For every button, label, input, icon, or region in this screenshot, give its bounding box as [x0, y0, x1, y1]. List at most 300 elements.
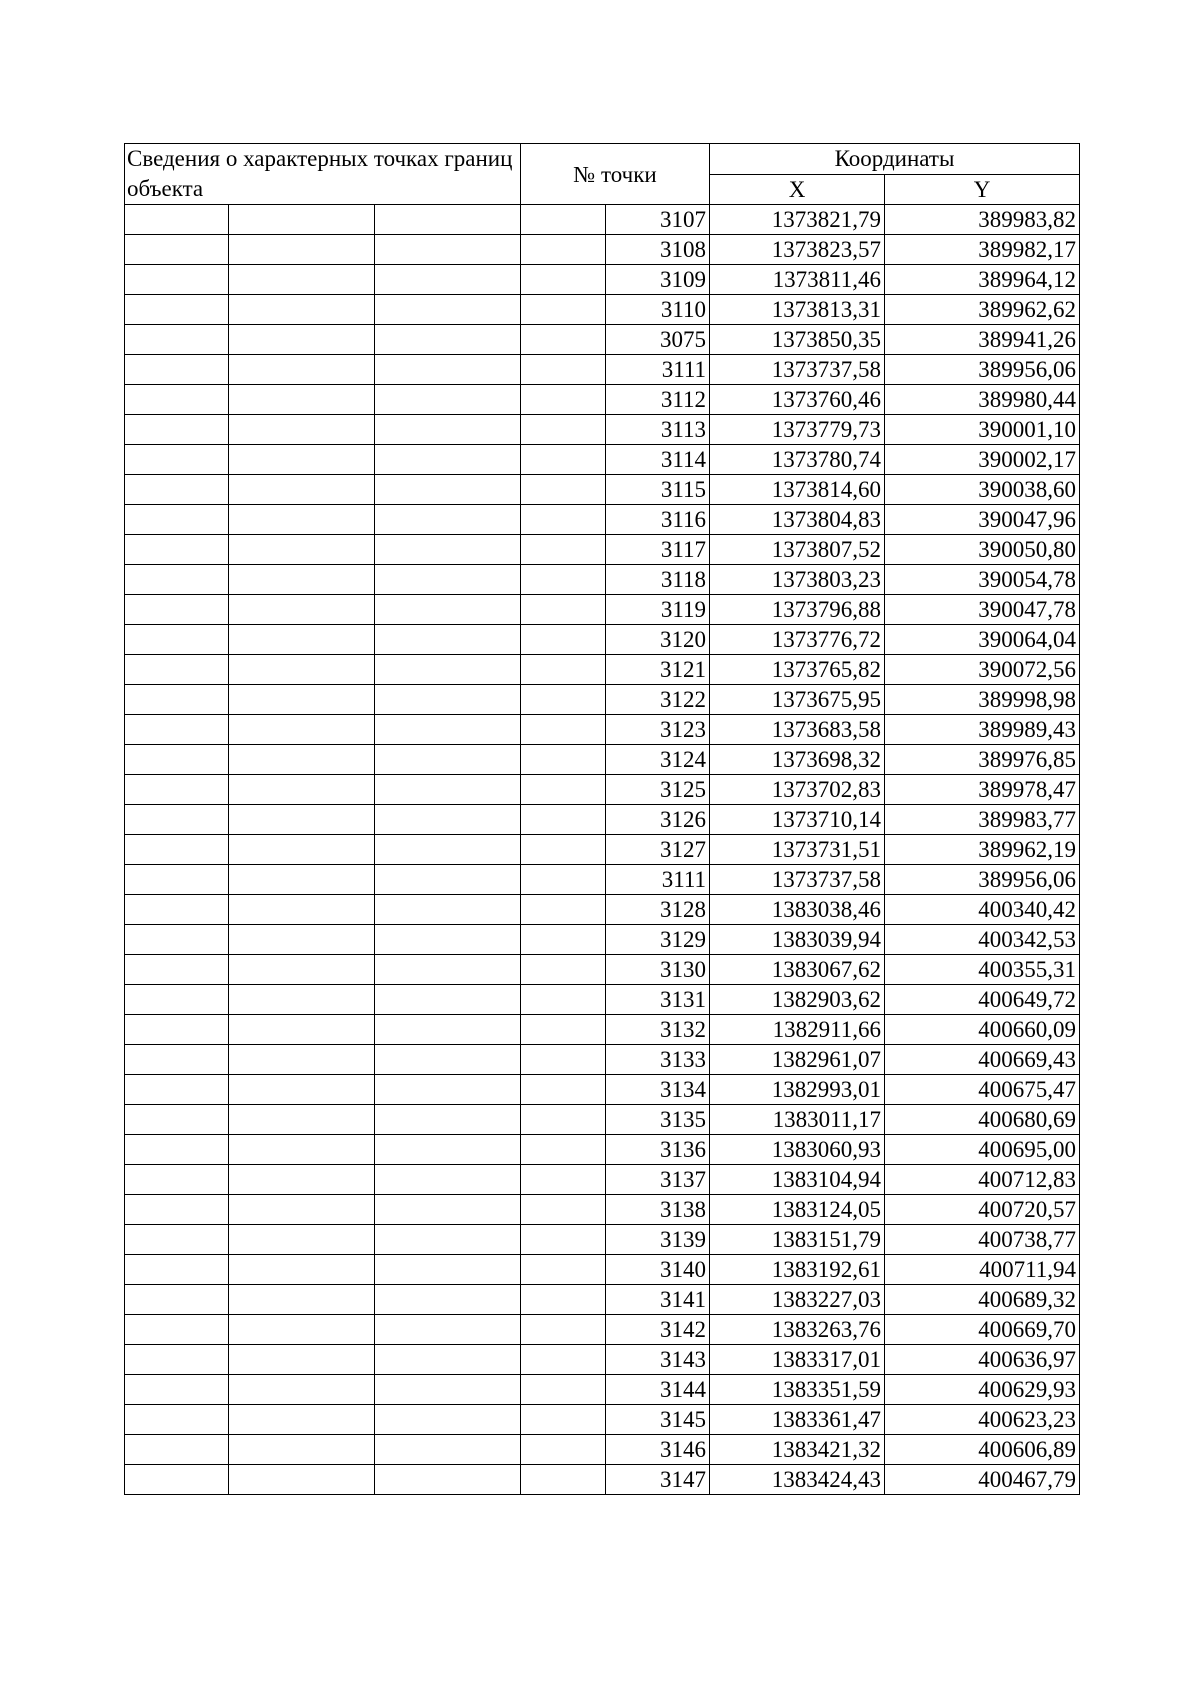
empty-cell [125, 565, 229, 595]
empty-cell [521, 685, 606, 715]
table-row [125, 1405, 1080, 1435]
empty-cell [229, 385, 375, 415]
empty-cell [229, 1345, 375, 1375]
empty-cell [521, 1315, 606, 1345]
empty-cell [521, 1015, 606, 1045]
empty-cell [125, 805, 229, 835]
empty-cell [229, 775, 375, 805]
y-coordinate-cell: 400636,97 [885, 1345, 1080, 1375]
point-number-cell: 3111 [606, 865, 710, 895]
y-coordinate-cell: 390047,78 [885, 595, 1080, 625]
y-coordinate-cell: 389978,47 [885, 775, 1080, 805]
point-number-cell: 3140 [606, 1255, 710, 1285]
x-coordinate-cell: 1383151,79 [710, 1225, 885, 1255]
empty-cell [229, 895, 375, 925]
empty-cell [375, 565, 521, 595]
point-number-cell: 3126 [606, 805, 710, 835]
table-row [125, 1285, 1080, 1315]
empty-cell [375, 355, 521, 385]
table-row [125, 1165, 1080, 1195]
empty-cell [125, 985, 229, 1015]
empty-cell [375, 235, 521, 265]
empty-cell [521, 505, 606, 535]
empty-cell [375, 415, 521, 445]
empty-cell [521, 955, 606, 985]
empty-cell [125, 385, 229, 415]
table-row [125, 1045, 1080, 1075]
empty-cell [375, 205, 521, 235]
empty-cell [375, 1015, 521, 1045]
x-coordinate-cell: 1373698,32 [710, 745, 885, 775]
y-coordinate-cell: 400689,32 [885, 1285, 1080, 1315]
point-number-cell: 3130 [606, 955, 710, 985]
empty-cell [521, 805, 606, 835]
empty-cell [125, 1255, 229, 1285]
y-coordinate-cell: 389989,43 [885, 715, 1080, 745]
point-number-cell: 3119 [606, 595, 710, 625]
point-number-cell: 3131 [606, 985, 710, 1015]
empty-cell [229, 655, 375, 685]
point-number-cell: 3124 [606, 745, 710, 775]
point-number-cell: 3139 [606, 1225, 710, 1255]
empty-cell [375, 715, 521, 745]
empty-cell [229, 955, 375, 985]
empty-cell [125, 1135, 229, 1165]
empty-cell [375, 325, 521, 355]
y-coordinate-cell: 400680,69 [885, 1105, 1080, 1135]
empty-cell [229, 745, 375, 775]
point-number-cell: 3115 [606, 475, 710, 505]
x-coordinate-cell: 1373760,46 [710, 385, 885, 415]
empty-cell [229, 1015, 375, 1045]
y-coordinate-cell: 400342,53 [885, 925, 1080, 955]
x-coordinate-cell: 1383227,03 [710, 1285, 885, 1315]
empty-cell [521, 595, 606, 625]
y-coordinate-cell: 390038,60 [885, 475, 1080, 505]
point-number-cell: 3129 [606, 925, 710, 955]
x-coordinate-cell: 1373804,83 [710, 505, 885, 535]
empty-cell [125, 1375, 229, 1405]
empty-cell [521, 775, 606, 805]
empty-cell [521, 475, 606, 505]
empty-cell [229, 235, 375, 265]
empty-cell [521, 385, 606, 415]
empty-cell [125, 355, 229, 385]
table-row [125, 1435, 1080, 1465]
empty-cell [125, 235, 229, 265]
table-row [125, 895, 1080, 925]
point-number-cell: 3118 [606, 565, 710, 595]
empty-cell [521, 925, 606, 955]
x-coordinate-cell: 1383421,32 [710, 1435, 885, 1465]
empty-cell [375, 685, 521, 715]
empty-cell [521, 265, 606, 295]
empty-cell [375, 265, 521, 295]
table-row [125, 385, 1080, 415]
empty-cell [375, 835, 521, 865]
empty-cell [125, 925, 229, 955]
empty-cell [229, 865, 375, 895]
point-number-cell: 3142 [606, 1315, 710, 1345]
empty-cell [521, 1165, 606, 1195]
y-coordinate-cell: 389983,77 [885, 805, 1080, 835]
empty-cell [375, 925, 521, 955]
empty-cell [229, 355, 375, 385]
empty-cell [375, 1105, 521, 1135]
empty-cell [521, 235, 606, 265]
empty-cell [229, 715, 375, 745]
empty-cell [229, 565, 375, 595]
empty-cell [229, 595, 375, 625]
empty-cell [521, 415, 606, 445]
empty-cell [229, 1285, 375, 1315]
table-row [125, 835, 1080, 865]
y-coordinate-cell: 389962,19 [885, 835, 1080, 865]
empty-cell [375, 445, 521, 475]
empty-cell [521, 715, 606, 745]
point-number-cell: 3075 [606, 325, 710, 355]
point-number-cell: 3108 [606, 235, 710, 265]
empty-cell [125, 1105, 229, 1135]
empty-cell [125, 505, 229, 535]
table-row [125, 1105, 1080, 1135]
x-coordinate-cell: 1382903,62 [710, 985, 885, 1015]
point-number-cell: 3116 [606, 505, 710, 535]
empty-cell [375, 1465, 521, 1495]
x-coordinate-cell: 1383424,43 [710, 1465, 885, 1495]
empty-cell [375, 1315, 521, 1345]
empty-cell [521, 1045, 606, 1075]
y-coordinate-cell: 389980,44 [885, 385, 1080, 415]
x-coordinate-cell: 1373823,57 [710, 235, 885, 265]
empty-cell [229, 1075, 375, 1105]
empty-cell [521, 865, 606, 895]
empty-cell [375, 865, 521, 895]
empty-cell [125, 745, 229, 775]
y-coordinate-cell: 389982,17 [885, 235, 1080, 265]
y-coordinate-cell: 390054,78 [885, 565, 1080, 595]
empty-cell [229, 475, 375, 505]
empty-cell [229, 1405, 375, 1435]
y-coordinate-cell: 400669,70 [885, 1315, 1080, 1345]
empty-cell [521, 1435, 606, 1465]
empty-cell [125, 535, 229, 565]
table-row [125, 505, 1080, 535]
table-row [125, 745, 1080, 775]
empty-cell [521, 1285, 606, 1315]
header-point-no: № точки [521, 144, 710, 205]
x-coordinate-cell: 1373702,83 [710, 775, 885, 805]
point-number-cell: 3122 [606, 685, 710, 715]
empty-cell [375, 1195, 521, 1225]
empty-cell [229, 1315, 375, 1345]
empty-cell [375, 745, 521, 775]
y-coordinate-cell: 389983,82 [885, 205, 1080, 235]
empty-cell [521, 535, 606, 565]
y-coordinate-cell: 390064,04 [885, 625, 1080, 655]
x-coordinate-cell: 1383039,94 [710, 925, 885, 955]
x-coordinate-cell: 1382993,01 [710, 1075, 885, 1105]
table-row [125, 205, 1080, 235]
empty-cell [375, 535, 521, 565]
y-coordinate-cell: 389998,98 [885, 685, 1080, 715]
empty-cell [125, 625, 229, 655]
empty-cell [229, 1255, 375, 1285]
x-coordinate-cell: 1383124,05 [710, 1195, 885, 1225]
header-coordinates: Координаты [710, 144, 1080, 175]
y-coordinate-cell: 400720,57 [885, 1195, 1080, 1225]
empty-cell [375, 1345, 521, 1375]
empty-cell [125, 595, 229, 625]
empty-cell [521, 1225, 606, 1255]
empty-cell [229, 1135, 375, 1165]
y-coordinate-cell: 390047,96 [885, 505, 1080, 535]
y-coordinate-cell: 400629,93 [885, 1375, 1080, 1405]
x-coordinate-cell: 1383104,94 [710, 1165, 885, 1195]
empty-cell [229, 985, 375, 1015]
x-coordinate-cell: 1373737,58 [710, 865, 885, 895]
empty-cell [521, 1105, 606, 1135]
empty-cell [375, 1135, 521, 1165]
empty-cell [229, 295, 375, 325]
empty-cell [125, 295, 229, 325]
table-row [125, 715, 1080, 745]
empty-cell [125, 955, 229, 985]
point-number-cell: 3127 [606, 835, 710, 865]
empty-cell [125, 475, 229, 505]
table-row [125, 1195, 1080, 1225]
table-row [125, 655, 1080, 685]
y-coordinate-cell: 400340,42 [885, 895, 1080, 925]
empty-cell [375, 1285, 521, 1315]
point-number-cell: 3111 [606, 355, 710, 385]
point-number-cell: 3137 [606, 1165, 710, 1195]
empty-cell [229, 535, 375, 565]
y-coordinate-cell: 389941,26 [885, 325, 1080, 355]
point-number-cell: 3117 [606, 535, 710, 565]
x-coordinate-cell: 1383361,47 [710, 1405, 885, 1435]
empty-cell [521, 1465, 606, 1495]
empty-cell [521, 985, 606, 1015]
y-coordinate-cell: 400467,79 [885, 1465, 1080, 1495]
x-coordinate-cell: 1382961,07 [710, 1045, 885, 1075]
empty-cell [375, 655, 521, 685]
empty-cell [375, 1435, 521, 1465]
table-row [125, 565, 1080, 595]
empty-cell [521, 1255, 606, 1285]
x-coordinate-cell: 1373796,88 [710, 595, 885, 625]
empty-cell [125, 1195, 229, 1225]
table-row [125, 865, 1080, 895]
x-coordinate-cell: 1373710,14 [710, 805, 885, 835]
table-row [125, 1075, 1080, 1105]
empty-cell [125, 1435, 229, 1465]
point-number-cell: 3144 [606, 1375, 710, 1405]
y-coordinate-cell: 400649,72 [885, 985, 1080, 1015]
table-row [125, 1465, 1080, 1495]
x-coordinate-cell: 1383192,61 [710, 1255, 885, 1285]
point-number-cell: 3125 [606, 775, 710, 805]
empty-cell [229, 925, 375, 955]
header-y: Y [885, 174, 1080, 205]
empty-cell [229, 1195, 375, 1225]
coordinates-table [124, 143, 1080, 1495]
point-number-cell: 3136 [606, 1135, 710, 1165]
point-number-cell: 3110 [606, 295, 710, 325]
table-body [125, 144, 1080, 1495]
table-row [125, 685, 1080, 715]
x-coordinate-cell: 1382911,66 [710, 1015, 885, 1045]
table-row [125, 1315, 1080, 1345]
point-number-cell: 3138 [606, 1195, 710, 1225]
empty-cell [375, 1375, 521, 1405]
empty-cell [125, 325, 229, 355]
table-row [125, 955, 1080, 985]
table-row [125, 235, 1080, 265]
point-number-cell: 3109 [606, 265, 710, 295]
header-x: X [710, 174, 885, 205]
y-coordinate-cell: 390001,10 [885, 415, 1080, 445]
empty-cell [521, 625, 606, 655]
empty-cell [229, 445, 375, 475]
y-coordinate-cell: 400669,43 [885, 1045, 1080, 1075]
table-row [125, 775, 1080, 805]
empty-cell [125, 1315, 229, 1345]
y-coordinate-cell: 390072,56 [885, 655, 1080, 685]
empty-cell [521, 1135, 606, 1165]
empty-cell [229, 415, 375, 445]
y-coordinate-cell: 389976,85 [885, 745, 1080, 775]
empty-cell [521, 835, 606, 865]
table-row [125, 295, 1080, 325]
empty-cell [125, 895, 229, 925]
empty-cell [521, 1375, 606, 1405]
empty-cell [229, 265, 375, 295]
empty-cell [125, 265, 229, 295]
empty-cell [229, 835, 375, 865]
x-coordinate-cell: 1383317,01 [710, 1345, 885, 1375]
point-number-cell: 3114 [606, 445, 710, 475]
empty-cell [125, 715, 229, 745]
empty-cell [375, 985, 521, 1015]
empty-cell [229, 1375, 375, 1405]
empty-cell [375, 1045, 521, 1075]
point-number-cell: 3112 [606, 385, 710, 415]
point-number-cell: 3134 [606, 1075, 710, 1105]
table-row [125, 1375, 1080, 1405]
y-coordinate-cell: 400675,47 [885, 1075, 1080, 1105]
point-number-cell: 3107 [606, 205, 710, 235]
table-row [125, 925, 1080, 955]
point-number-cell: 3120 [606, 625, 710, 655]
empty-cell [375, 1075, 521, 1105]
x-coordinate-cell: 1373683,58 [710, 715, 885, 745]
empty-cell [375, 1255, 521, 1285]
empty-cell [521, 1195, 606, 1225]
empty-cell [521, 655, 606, 685]
x-coordinate-cell: 1373811,46 [710, 265, 885, 295]
empty-cell [521, 325, 606, 355]
empty-cell [125, 1285, 229, 1315]
empty-cell [375, 385, 521, 415]
empty-cell [229, 1045, 375, 1075]
empty-cell [375, 1165, 521, 1195]
empty-cell [229, 1165, 375, 1195]
y-coordinate-cell: 400606,89 [885, 1435, 1080, 1465]
x-coordinate-cell: 1373765,82 [710, 655, 885, 685]
empty-cell [375, 1405, 521, 1435]
table-row [125, 265, 1080, 295]
empty-cell [125, 445, 229, 475]
empty-cell [229, 1435, 375, 1465]
empty-cell [229, 1225, 375, 1255]
point-number-cell: 3123 [606, 715, 710, 745]
point-number-cell: 3143 [606, 1345, 710, 1375]
table-row [125, 535, 1080, 565]
point-number-cell: 3113 [606, 415, 710, 445]
empty-cell [229, 205, 375, 235]
empty-cell [229, 1105, 375, 1135]
empty-cell [125, 1345, 229, 1375]
empty-cell [125, 1015, 229, 1045]
table-row [125, 1225, 1080, 1255]
y-coordinate-cell: 389956,06 [885, 355, 1080, 385]
table-row [125, 1135, 1080, 1165]
empty-cell [375, 595, 521, 625]
table-row [125, 625, 1080, 655]
empty-cell [375, 955, 521, 985]
empty-cell [521, 565, 606, 595]
header-info: Сведения о характерных точках границ объекта [125, 144, 521, 205]
header-row-1 [125, 144, 1080, 175]
y-coordinate-cell: 390050,80 [885, 535, 1080, 565]
empty-cell [229, 685, 375, 715]
table-row [125, 595, 1080, 625]
x-coordinate-cell: 1383011,17 [710, 1105, 885, 1135]
x-coordinate-cell: 1383060,93 [710, 1135, 885, 1165]
empty-cell [375, 775, 521, 805]
table-row [125, 805, 1080, 835]
y-coordinate-cell: 389956,06 [885, 865, 1080, 895]
empty-cell [125, 1165, 229, 1195]
x-coordinate-cell: 1373821,79 [710, 205, 885, 235]
y-coordinate-cell: 400355,31 [885, 955, 1080, 985]
empty-cell [521, 355, 606, 385]
empty-cell [521, 205, 606, 235]
empty-cell [125, 1225, 229, 1255]
empty-cell [375, 625, 521, 655]
point-number-cell: 3133 [606, 1045, 710, 1075]
empty-cell [229, 805, 375, 835]
empty-cell [125, 865, 229, 895]
empty-cell [125, 835, 229, 865]
table-row [125, 1255, 1080, 1285]
empty-cell [125, 205, 229, 235]
table-row [125, 985, 1080, 1015]
x-coordinate-cell: 1373731,51 [710, 835, 885, 865]
x-coordinate-cell: 1373814,60 [710, 475, 885, 505]
table-row [125, 415, 1080, 445]
table-row [125, 355, 1080, 385]
empty-cell [125, 1465, 229, 1495]
x-coordinate-cell: 1373675,95 [710, 685, 885, 715]
y-coordinate-cell: 389964,12 [885, 265, 1080, 295]
x-coordinate-cell: 1373737,58 [710, 355, 885, 385]
point-number-cell: 3146 [606, 1435, 710, 1465]
empty-cell [125, 1075, 229, 1105]
x-coordinate-cell: 1373776,72 [710, 625, 885, 655]
empty-cell [521, 1345, 606, 1375]
